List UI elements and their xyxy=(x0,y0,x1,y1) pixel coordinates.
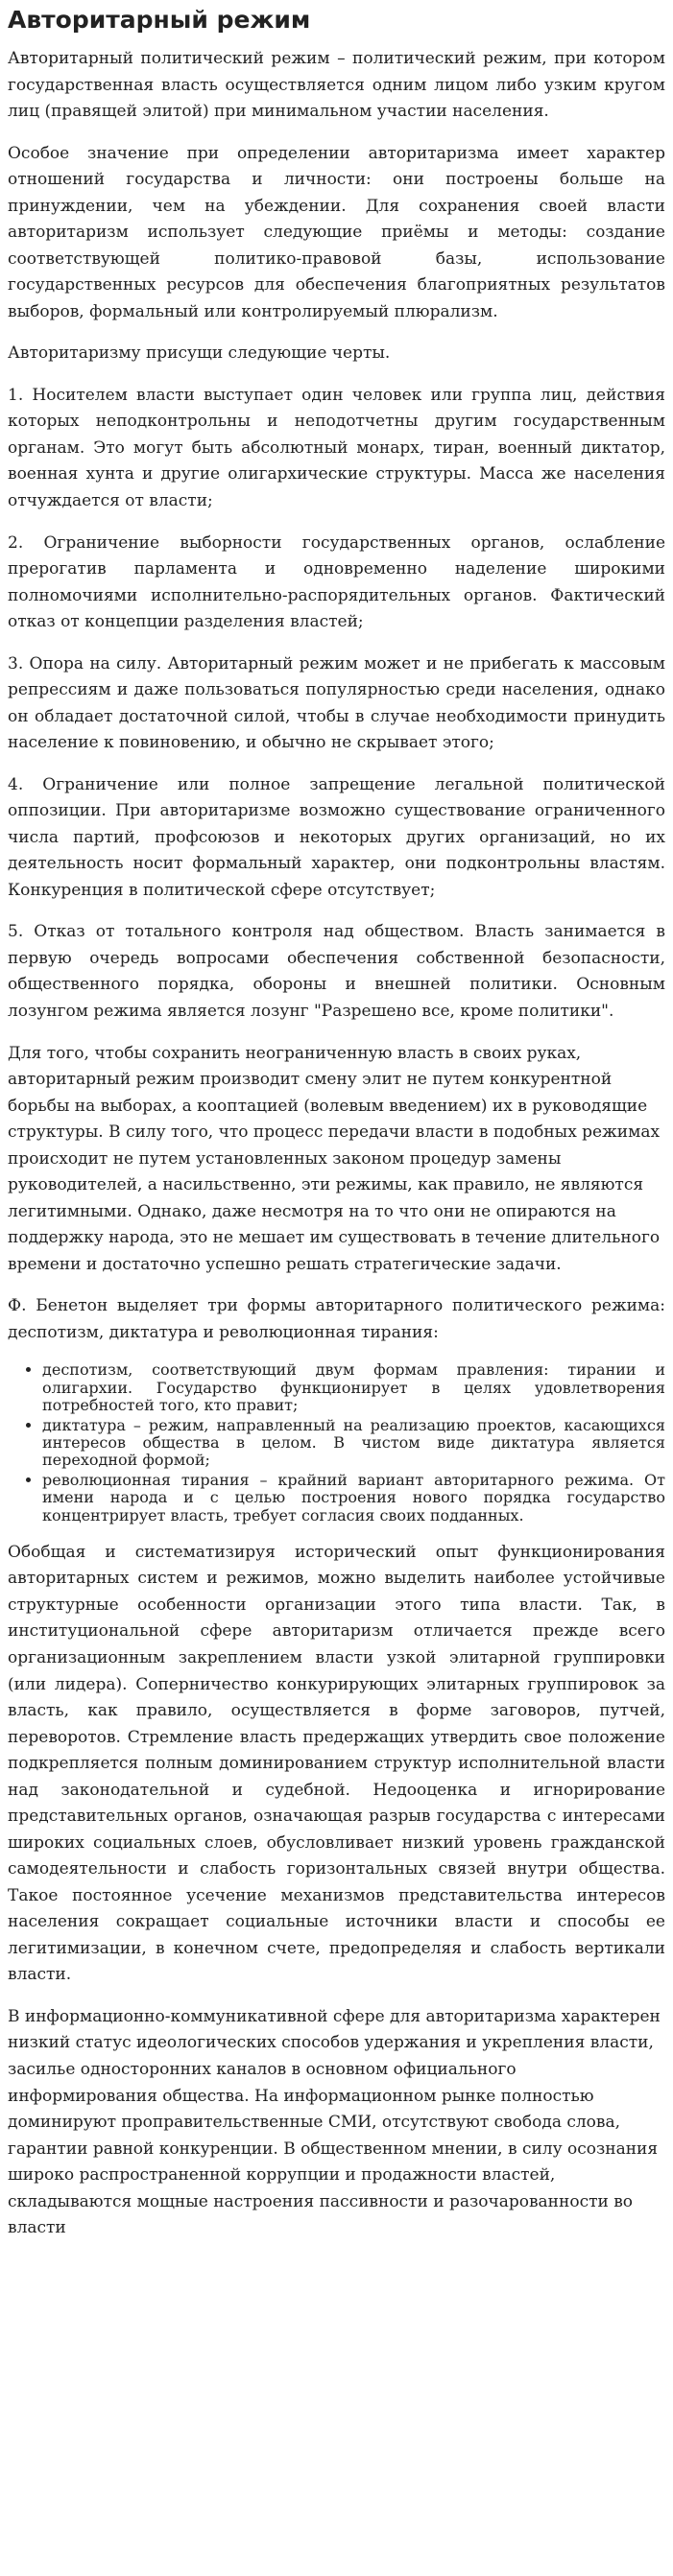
paragraph-features-intro: Авторитаризму присущи следующие черты. xyxy=(8,343,391,364)
feature-item: 3. Опора на силу. Авторитарный режим может и не прибегать к массовым репрессиям и даже пользоваться популярностью среди населения, однако он обладает достаточной силой, чтобы в случае необходимости принудить население к повиновению, и обычно не скрывает этого; xyxy=(8,653,665,753)
paragraph-information: В информационно-коммуникативной сфере для авторитаризма характерен низкий статус идеологических способов удержания и укрепления власти, засилье односторонних каналов в основном официального информирования общества. На информационном рынке полностью доминируют проправительственные СМИ, отсутствуют свобода слова, гарантии равной конкуренции. В общественном мнении, в силу осознания широко распространенной коррупции и продажности властей, складываются мощные настроения пассивности и разочарованности во власти xyxy=(8,2006,661,2238)
paragraph-beneton: Ф. Бенетон выделяет три формы авторитарного политического режима: деспотизм, диктатура и революционная тирания: xyxy=(8,1296,665,1342)
feature-item: 4. Ограничение или полное запрещение легальной политической оппозиции. При авторитаризме возможно существование ограниченного числа партий, профсоюзов и некоторых других организаций, но их деятельность носит формальный характер, они подконтрольны властям. Конкуренция в политической сфере отсутствует; xyxy=(8,774,665,900)
paragraph-methods: Особое значение при определении авторитаризма имеет характер отношений государства и личности: они построены больше на принуждении, чем на убеждении. Для сохранения своей власти авторитаризм использует следующие приёмы и методы: создание соответствующей политико-правовой базы, использование государственных ресурсов для обеспечения благоприятных результатов выборов, формальный или контролируемый плюрализм. xyxy=(8,143,665,321)
page-title: Авторитарный режим xyxy=(8,6,311,34)
forms-list xyxy=(8,1361,665,1524)
list-item: • революционная тирания – крайний вариант авторитарного режима. От имени народа и с целью построения нового порядка государство концентрирует власть, требует согласия своих подданных. xyxy=(42,1472,665,1524)
list-item: • деспотизм, соответствующий двум формам правления: тирании и олигархии. Государство функционирует в целях удовлетворения потребностей того, кто правит; xyxy=(42,1361,665,1414)
list-item: • диктатура – режим, направленный на реализацию проектов, касающихся интересов общества в целом. В чистом виде диктатура является переходной формой; xyxy=(42,1417,665,1470)
paragraph-institutional: Обобщая и систематизируя исторический опыт функционирования авторитарных систем и режимов, можно выделить наиболее устойчивые структурные особенности организации этого типа власти. Так, в институциональной сфере авторитаризм отличается прежде всего организационным закреплением власти узкой элитарной группировки (или лидера). Соперничество конкурирующих элитарных группировок за власть, как правило, осуществляется в форме заговоров, путчей, переворотов. Стремление власть предержащих утвердить свое положение подкрепляется полным доминированием структур исполнительной власти над законодательной и судебной. Недооценка и игнорирование представительных органов, означающая разрыв государства с интересами широких социальных слоев, обусловливает низкий уровень гражданской самодеятельности и слабость горизонтальных связей внутри общества. Такое постоянное усечение механизмов представительства интересов населения сокращает социальные источники власти и способы ее легитимизации, в конечном счете, предопределяя и слабость вертикали власти. xyxy=(8,1542,665,1985)
paragraph-elites: Для того, чтобы сохранить неограниченную власть в своих руках, авторитарный режим производит смену элит не путем конкурентной борьбы на выборах, а кооптацией (волевым введением) их в руководящие структуры. В силу того, что процесс передачи власти в подобных режимах происходит не путем установленных законом процедур замены руководителей, а насильственно, эти режимы, как правило, не являются легитимными. Однако, даже несмотря на то что они не опираются на поддержку народа, это не мешает им существовать в течение длительного времени и достаточно успешно решать стратегические задачи. xyxy=(8,1043,661,1274)
paragraph-definition: Авторитарный политический режим – политический режим, при котором государственная власть осуществляется одним лицом либо узким кругом лиц (правящей элитой) при минимальном участии населения. xyxy=(8,49,665,122)
feature-item: 5. Отказ от тотального контроля над обществом. Власть занимается в первую очередь вопросами обеспечения собственной безопасности, общественного порядка, обороны и внешней политики. Основным лозунгом режима является лозунг "Разрешено все, кроме политики". xyxy=(8,922,665,1021)
feature-item: 2. Ограничение выборности государственных органов, ослабление прерогатив парламента и одновременно наделение широкими полномочиями исполнительно-распорядительных органов. Фактический отказ от концепции разделения властей; xyxy=(8,532,665,632)
feature-item: 1. Носителем власти выступает один человек или группа лиц, действия которых неподконтрольны и неподотчетны другим государственным органам. Это могут быть абсолютный монарх, тиран, военный диктатор, военная хунта и другие олигархические структуры. Масса же населения отчуждается от власти; xyxy=(8,385,665,510)
